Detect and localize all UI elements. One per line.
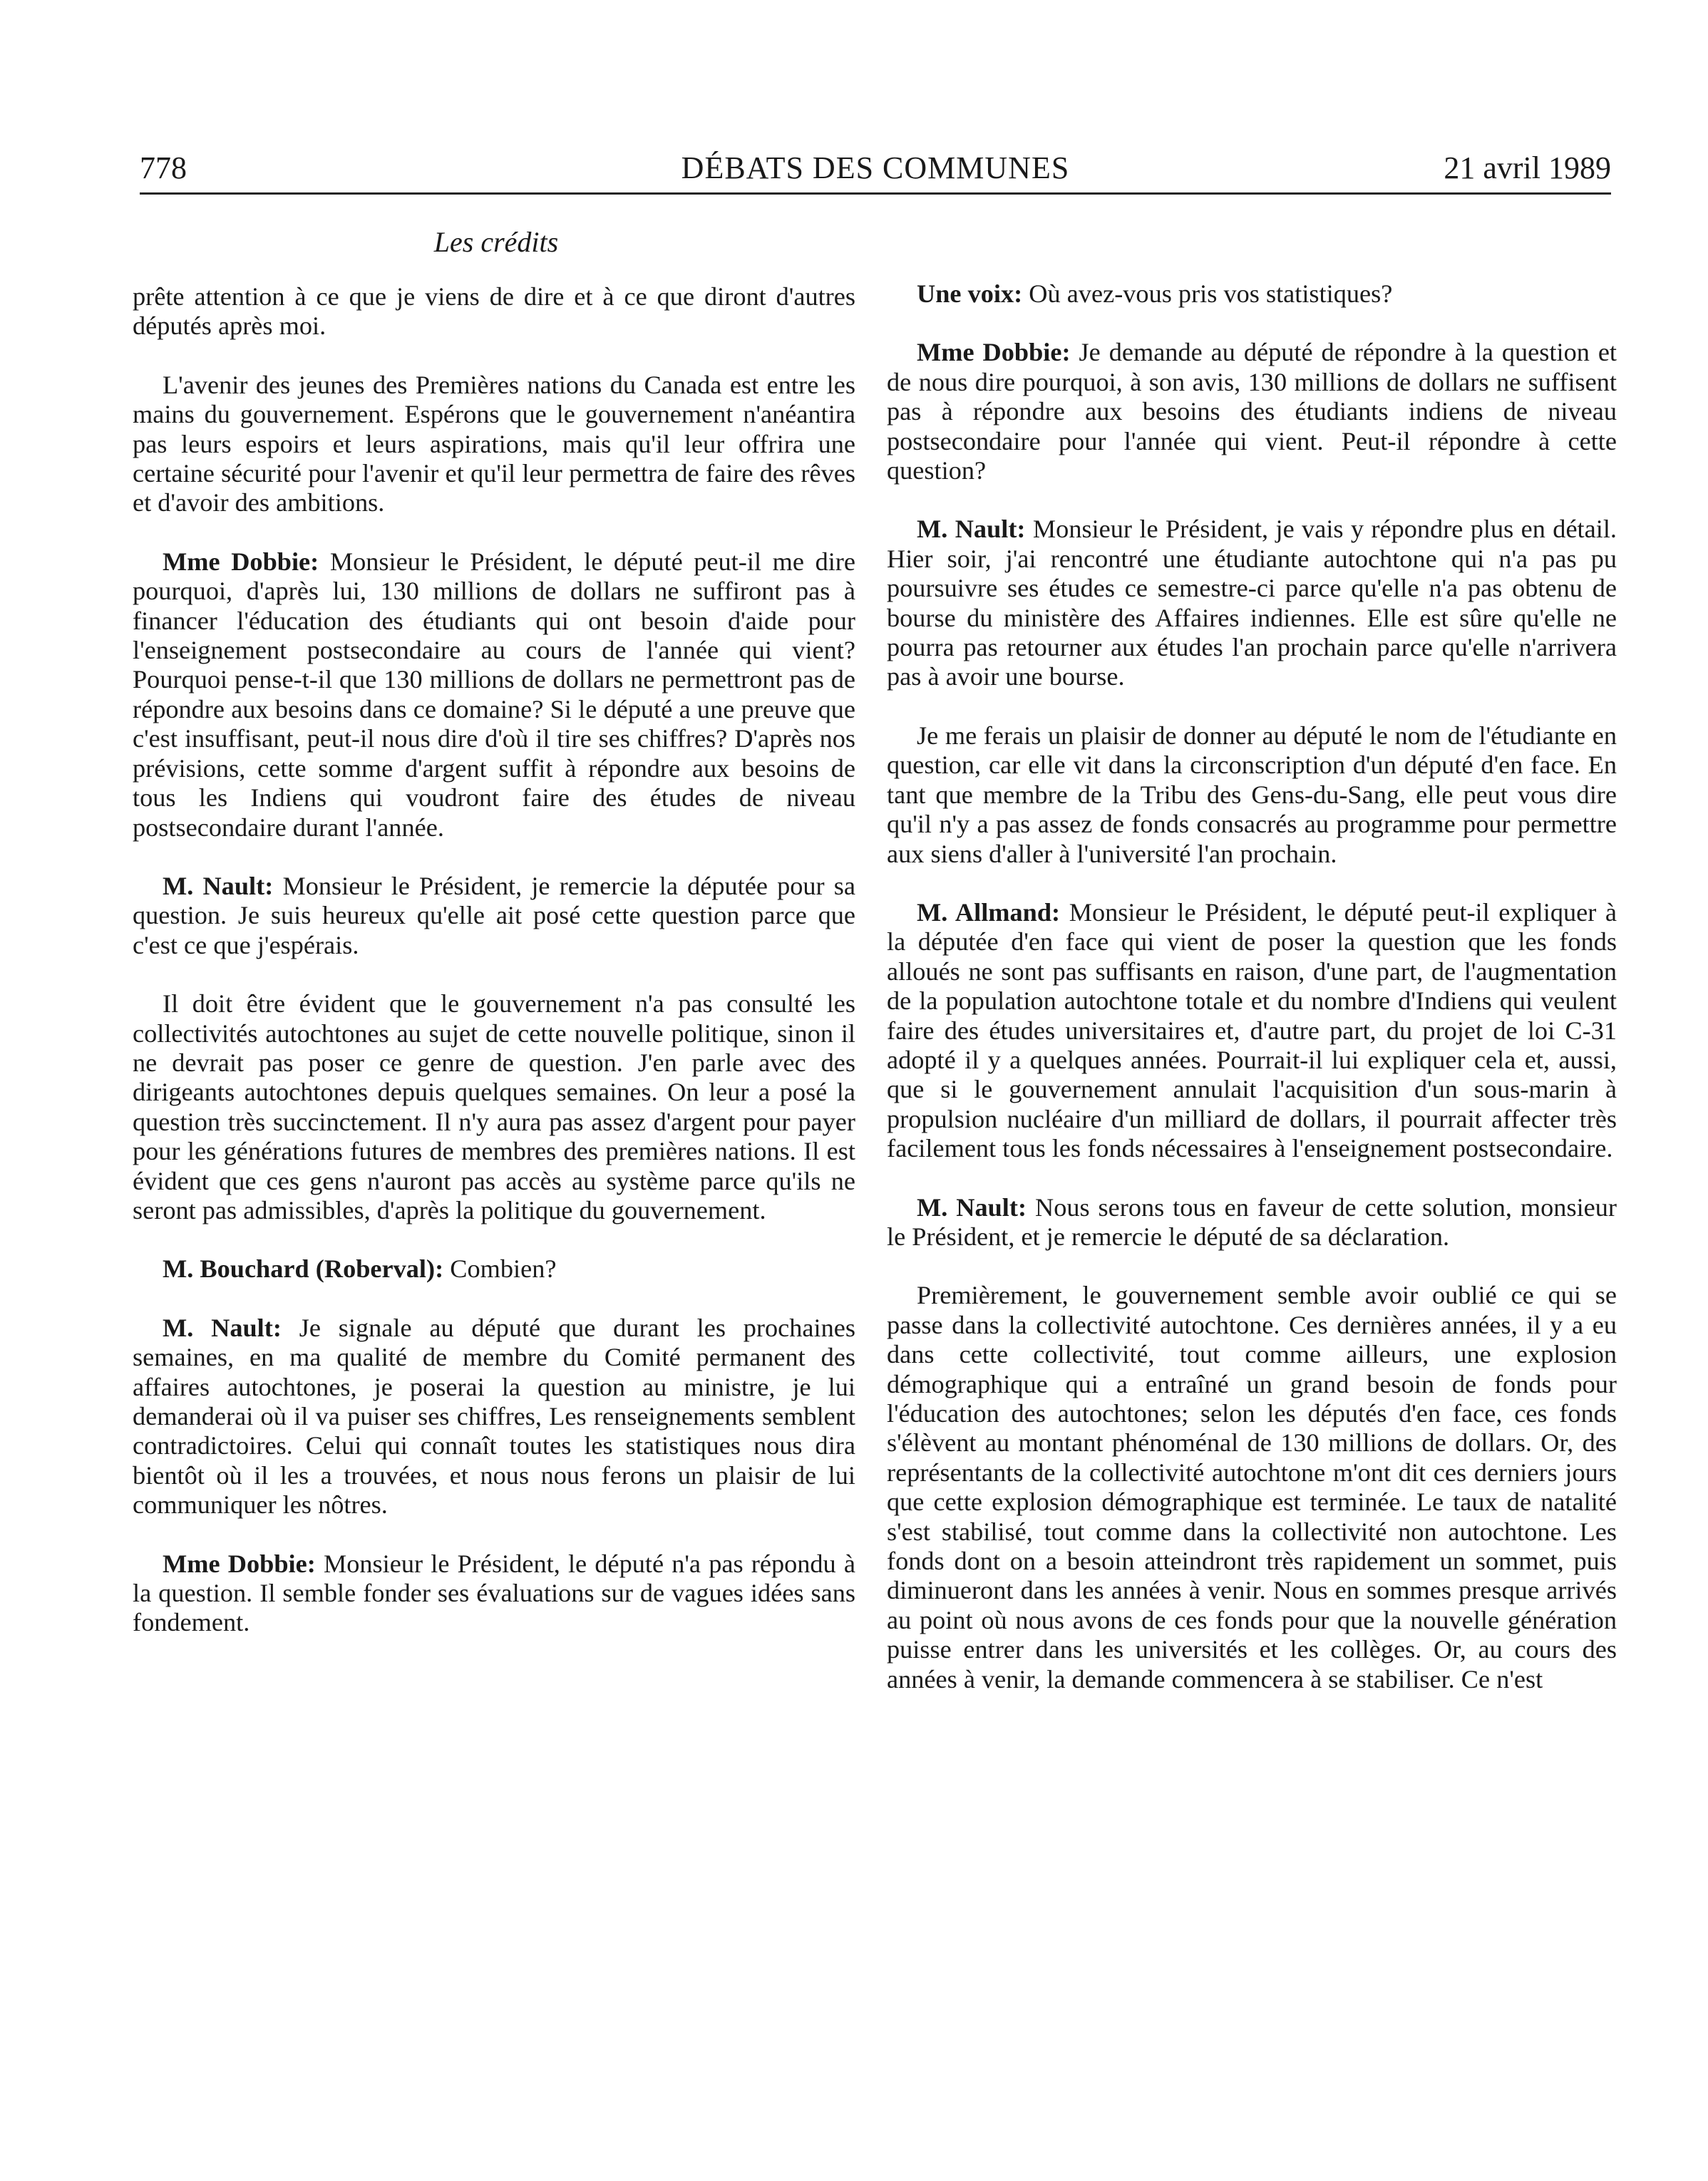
paragraph-text: Monsieur le Président, le député peut-il expliquer à la députée d'en face qui vient de poser la question que les fonds alloués ne sont pas suffisants en raison, d'une part, de l'augmentation de la population autochtone totale et du nombre d'Indiens qui veulent faire des études universitaires et, d'autre part, du projet de loi C-31 adopté il y a quelques années. Pourrait-il lui expliquer cela et, aussi, que si le gouvernement annulait l'acquisition d'un sous-marin à propulsion nucléaire d'un milliard de dollars, il pourrait affecter très facilement tous les fonds nécessaires à l'enseignement postsecondaire.: [887, 897, 1617, 1163]
paragraph-text: Nous serons tous en faveur de cette solution, monsieur le Président, et je remercie le député de sa déclaration.: [887, 1192, 1617, 1251]
paragraph-text: Je signale au député que durant les prochaines semaines, en ma qualité de membre du Comité permanent des affaires autochtones, je poserai la question au ministre, je lui demanderai où il va puiser ses chiffres, Les renseignements semblent contradictoires. Celui qui connaît toutes les statistiques nous dira bientôt où il les a trouvées, et nous nous ferons un plaisir de lui communiquer les nôtres.: [133, 1313, 855, 1520]
speaker-name: M. Nault:: [917, 1192, 1027, 1222]
paragraph: [887, 515, 1617, 691]
paragraph-text: Premièrement, le gouvernement semble avoir oublié ce qui se passe dans la collectivité autochtone. Ces dernières années, il y a eu dans cette collectivité, tout comme ailleurs, une explosion démographique qui a entraîné un grand besoin de fonds pour l'éducation des autochtones; selon les députés d'en face, ces fonds s'élèvent au montant phénoménal de 130 millions de dollars. Or, des représentants de la collectivité autochtone m'ont dit ces derniers jours que cette explosion démographique est terminée. Le taux de natalité s'est stabilisé, tout comme dans la collectivité non autochtone. Les fonds dont on a besoin atteindront très rapidement un sommet, puis diminueront dans les années à venir. Nous en sommes presque arrivés au point où nous avons de ces fonds pour que la nouvelle génération puisse entrer dans les universités et les collèges. Or, au cours des années à venir, la demande commencera à se stabiliser. Ce n'est: [887, 1281, 1617, 1693]
paragraph-text: Je me ferais un plaisir de donner au député le nom de l'étudiante en question, car elle vit dans la circonscription d'un député d'en face. En tant que membre de la Tribu des Gens-du-Sang, elle peut vous dire qu'il n'y a pas assez de fonds consacrés au programme pour permettre aux siens d'aller à l'université l'an prochain.: [887, 721, 1617, 868]
paragraph: [133, 1550, 855, 1638]
paragraph-text: Monsieur le Président, le député n'a pas répondu à la question. Il semble fonder ses évaluations sur de vagues idées sans fondement.: [133, 1549, 855, 1637]
paragraph-text: Monsieur le Président, je vais y répondre plus en détail. Hier soir, j'ai rencontré une étudiante autochtone qui n'a pas pu poursuivre ses études ce semestre-ci parce qu'elle n'a pas obtenu de bourse du ministère des Affaires indiennes. Elle est sûre qu'elle ne pourra pas retourner aux études l'an prochain parce qu'elle n'arrivera pas à avoir une bourse.: [887, 515, 1617, 691]
paragraph: [887, 1193, 1617, 1252]
paragraph: [133, 872, 855, 960]
paragraph: [887, 279, 1617, 309]
paragraph-text: Monsieur le Président, le député peut-il me dire pourquoi, d'après lui, 130 millions de dollars ne suffiront pas à financer l'éducation des étudiants qui ont besoin d'aide pour l'enseignement postsecondaire au cours de l'année qui vient? Pourquoi pense-t-il que 130 millions de dollars ne permettront pas de répondre aux besoins dans ce domaine? Si le député a une preuve que c'est insuffisant, peut-il nous dire d'où il tire ses chiffres? D'après nos prévisions, cette somme d'argent suffit à répondre aux besoins de tous les Indiens qui voudront faire des études de niveau postsecondaire durant l'année.: [133, 547, 856, 842]
paragraph: [887, 338, 1617, 485]
speaker-name: Mme Dobbie:: [917, 338, 1071, 367]
speaker-name: M. Nault:: [163, 1313, 282, 1342]
journal-title: DÉBATS DES COMMUNES: [681, 150, 1070, 185]
paragraph: [887, 721, 1617, 869]
paragraph: [133, 989, 855, 1225]
right-column: [887, 279, 1617, 1723]
paragraph: [887, 898, 1617, 1164]
paragraph-text: Combien?: [450, 1254, 557, 1284]
speaker-name: Une voix:: [917, 279, 1023, 308]
header-rule: [140, 192, 1611, 195]
speaker-name: M. Allmand:: [917, 897, 1061, 927]
speaker-name: Mme Dobbie:: [163, 1549, 316, 1578]
paragraph-text: Il doit être évident que le gouvernement n'a pas consulté les collectivités autochtones au sujet de cette nouvelle politique, sinon il ne devrait pas poser ce genre de question. J'en parle avec des dirigeants autochtones depuis quelques semaines. On leur a posé la question très succinctement. Il n'y aura pas assez d'argent pour payer pour les générations futures de membres des premières nations. Il est évident que ces gens n'auront pas accès au système parce qu'ils ne seront pas admissibles, d'après la politique du gouvernement.: [133, 989, 855, 1224]
paragraph: [887, 1281, 1617, 1694]
section-title: Les crédits: [433, 226, 559, 258]
paragraph-text: Où avez-vous pris vos statistiques?: [1029, 279, 1393, 308]
paragraph-text: Je demande au député de répondre à la question et de nous dire pourquoi, à son avis, 130 millions de dollars ne suffisent pas à répondre aux besoins des étudiants indiens de niveau postsecondaire pour l'année qui vient. Peut-il répondre à cette question?: [887, 338, 1617, 485]
paragraph: [133, 547, 855, 842]
speaker-name: M. Nault:: [163, 871, 274, 900]
paragraph-text: Monsieur le Président, je remercie la députée pour sa question. Je suis heureux qu'elle ait posé cette question parce que c'est ce que j'espérais.: [133, 871, 856, 959]
speaker-name: M. Bouchard (Roberval):: [163, 1254, 444, 1284]
page-number: 778: [140, 150, 187, 185]
speaker-name: M. Nault:: [917, 515, 1026, 544]
left-column: [133, 282, 855, 1667]
paragraph: [133, 1254, 855, 1284]
paragraph: [133, 1314, 855, 1520]
header-date: 21 avril 1989: [1444, 150, 1611, 185]
speaker-name: Mme Dobbie:: [163, 547, 319, 576]
page-header: [140, 148, 1611, 191]
paragraph-text: prête attention à ce que je viens de dire et à ce que diront d'autres députés après moi.: [133, 282, 855, 341]
paragraph-text: L'avenir des jeunes des Premières nations du Canada est entre les mains du gouvernement. Espérons que le gouvernement n'anéantira pas leurs espoirs et leurs aspirations, mais qu'il leur offrira une certaine sécurité pour l'avenir et qu'il leur permettra de faire des rêves et d'avoir des ambitions.: [133, 370, 855, 517]
paragraph: [133, 371, 855, 518]
paragraph: [133, 282, 855, 341]
